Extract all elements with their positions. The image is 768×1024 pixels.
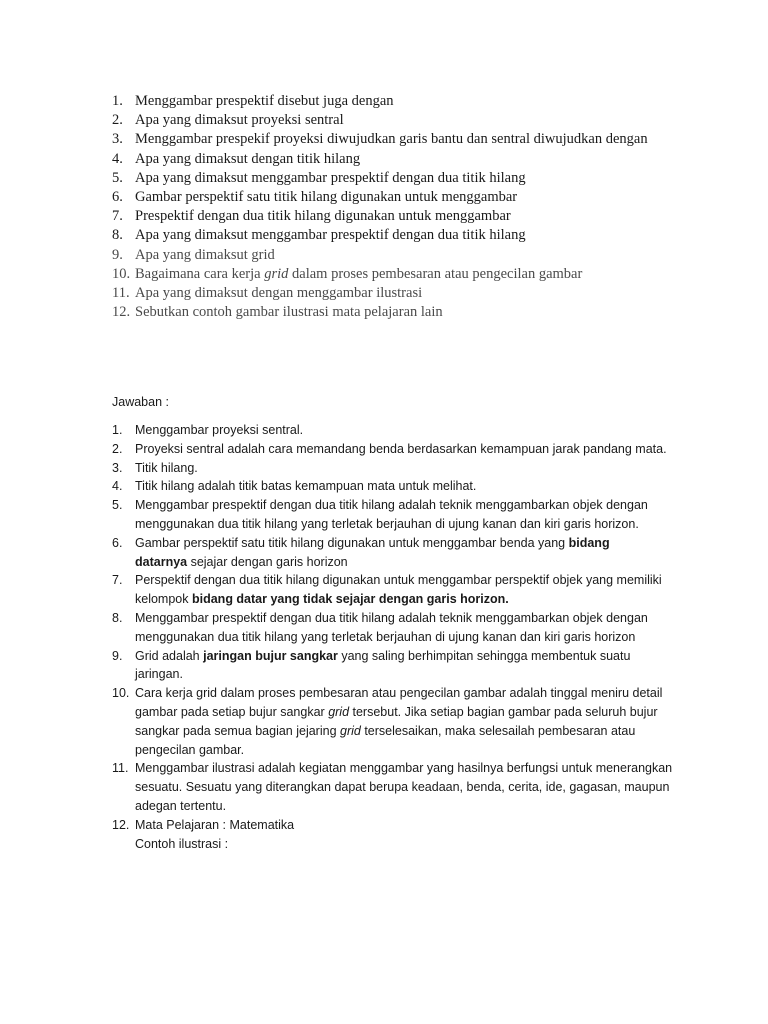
answer-text: Gambar perspektif satu titik hilang digunakan untuk menggambar benda yang xyxy=(135,535,569,550)
answer-text: Contoh ilustrasi : xyxy=(135,836,229,851)
answer-line xyxy=(135,628,682,647)
list-item xyxy=(112,150,712,169)
answer-text: Menggambar proyeksi sentral. xyxy=(135,423,304,437)
item-number: 2. xyxy=(112,441,123,456)
answer-line xyxy=(135,835,682,854)
list-item xyxy=(112,265,712,284)
answer-line xyxy=(135,440,682,459)
question-text: Menggambar prespektif disebut juga dengan xyxy=(135,93,394,109)
answer-line xyxy=(135,665,682,684)
list-item xyxy=(112,477,682,496)
list-item xyxy=(112,169,712,188)
answer-line xyxy=(135,590,682,609)
question-text: Apa yang dimaksut menggambar prespektif dengan dua titik hilang xyxy=(135,169,526,186)
answer-text: Menggambar prespektif dengan dua titik hilang adalah teknik menggambarkan objek dengan xyxy=(135,498,648,513)
answer-line xyxy=(135,534,682,553)
answer-text: tersebut. Jika setiap bagian gambar pada seluruh bujur xyxy=(349,704,658,719)
answers-heading: Jawaban : xyxy=(112,395,169,409)
answer-line xyxy=(135,553,682,572)
item-number: 6. xyxy=(112,188,123,205)
answer-text: Titik hilang. xyxy=(135,460,198,475)
answer-italic-text: grid xyxy=(328,704,350,719)
item-number: 12. xyxy=(112,304,131,321)
answer-line xyxy=(135,421,682,440)
list-item xyxy=(112,609,682,647)
item-number: 11. xyxy=(112,761,129,776)
item-number: 12. xyxy=(112,817,130,832)
answer-line xyxy=(135,647,682,666)
answer-line xyxy=(135,778,682,797)
answer-line xyxy=(135,477,682,496)
answer-text: sejajar dengan garis horizon xyxy=(187,554,348,569)
answer-italic-text: grid xyxy=(340,723,361,738)
answer-text: pengecilan gambar. xyxy=(135,742,245,757)
answer-text: menggunakan dua titik hilang yang terletak berjauhan di ujung kanan dan kiri garis horizon xyxy=(135,629,636,644)
question-list xyxy=(112,92,712,322)
answer-line xyxy=(135,759,682,778)
item-number: 4. xyxy=(112,479,123,494)
answer-bold-text: bidang xyxy=(568,535,610,550)
answer-line xyxy=(135,459,682,478)
question-text: Prespektif dengan dua titik hilang digunakan untuk menggambar xyxy=(135,208,511,225)
answer-list xyxy=(112,421,682,853)
list-item xyxy=(112,440,682,459)
list-item xyxy=(112,284,712,303)
item-number: 3. xyxy=(112,460,123,475)
item-number: 2. xyxy=(112,112,123,129)
answer-text: yang saling berhimpitan sehingga membentuk suatu xyxy=(337,648,631,663)
question-text: Apa yang dimaksut grid xyxy=(135,246,275,263)
answer-text: sangkar pada semua bagian jejaring xyxy=(135,723,340,738)
answer-line xyxy=(135,684,682,703)
question-text: Menggambar prespekif proyeksi diwujudkan garis bantu dan sentral diwujudkan dengan xyxy=(135,131,648,148)
item-number: 8. xyxy=(112,227,123,244)
answer-text: Perspektif dengan dua titik hilang digunakan untuk menggambar perspektif objek yang memiliki xyxy=(135,573,662,588)
item-number: 8. xyxy=(112,610,123,625)
question-text: Apa yang dimaksut menggambar prespektif dengan dua titik hilang xyxy=(135,227,526,244)
answer-text: kelompok xyxy=(135,592,192,607)
item-number: 4. xyxy=(112,150,123,167)
answer-text: Menggambar prespektif dengan dua titik hilang adalah teknik menggambarkan objek dengan xyxy=(135,610,648,625)
list-item xyxy=(112,246,712,265)
item-number: 1. xyxy=(112,423,123,437)
list-item xyxy=(112,226,712,245)
question-text: Apa yang dimaksut proyeksi sentral xyxy=(135,112,344,129)
question-text: dalam proses pembesaran atau pengecilan gambar xyxy=(288,265,583,282)
item-number: 1. xyxy=(112,93,123,109)
answer-line xyxy=(135,741,682,760)
answer-text: Mata Pelajaran : Matematika xyxy=(135,817,295,832)
list-item xyxy=(112,684,682,759)
answer-line xyxy=(135,515,682,534)
answer-line xyxy=(135,797,682,816)
item-number: 9. xyxy=(112,648,123,663)
answer-bold-text: datarnya xyxy=(135,554,188,569)
list-item xyxy=(112,571,682,609)
answer-text: sesuatu. Sesuatu yang diterangkan dapat berupa keadaan, benda, cerita, ide, gagasan, maupun xyxy=(135,780,670,795)
list-item xyxy=(112,207,712,226)
item-number: 5. xyxy=(112,498,123,513)
list-item xyxy=(112,534,682,572)
list-item xyxy=(112,496,682,534)
answer-text: Menggambar ilustrasi adalah kegiatan menggambar yang hasilnya berfungsi untuk menerangkan xyxy=(135,761,673,776)
answer-text: jaringan. xyxy=(135,667,183,682)
answer-line xyxy=(135,703,682,722)
answer-text: terselesaikan, maka selesailah pembesaran atau xyxy=(360,723,636,738)
list-item xyxy=(112,188,712,207)
list-item xyxy=(112,303,712,322)
question-text: Gambar perspektif satu titik hilang digunakan untuk menggambar xyxy=(135,188,518,205)
question-emphasis: grid xyxy=(264,265,289,282)
item-number: 7. xyxy=(112,573,123,588)
question-text: Bagaimana cara kerja xyxy=(135,265,265,282)
answer-line xyxy=(135,816,682,835)
answer-line xyxy=(135,722,682,741)
answer-line xyxy=(135,609,682,628)
answer-text: menggunakan dua titik hilang yang terletak berjauhan di ujung kanan dan kiri garis horizon. xyxy=(135,516,639,531)
list-item xyxy=(112,816,682,854)
item-number: 10. xyxy=(112,686,130,701)
item-number: 6. xyxy=(112,535,123,550)
item-number: 10. xyxy=(112,265,131,282)
list-item xyxy=(112,647,682,685)
question-text: Sebutkan contoh gambar ilustrasi mata pelajaran lain xyxy=(135,304,443,321)
item-number: 5. xyxy=(112,169,123,186)
list-item xyxy=(112,111,712,130)
item-number: 9. xyxy=(112,246,123,263)
answer-text: Grid adalah xyxy=(135,648,204,663)
item-number: 3. xyxy=(112,131,123,148)
answer-text: Titik hilang adalah titik batas kemampuan mata untuk melihat. xyxy=(135,479,477,494)
list-item xyxy=(112,421,682,440)
answer-line xyxy=(135,496,682,515)
list-item xyxy=(112,92,712,111)
list-item xyxy=(112,459,682,478)
list-item xyxy=(112,759,682,815)
list-item xyxy=(112,130,712,149)
answer-bold-text: jaringan bujur sangkar xyxy=(203,648,338,663)
answer-text: adegan tertentu. xyxy=(135,798,227,813)
question-text: Apa yang dimaksut dengan menggambar ilustrasi xyxy=(135,284,423,301)
answer-bold-text: bidang datar yang tidak sejajar dengan garis horizon. xyxy=(191,592,509,607)
item-number: 11. xyxy=(112,284,130,301)
answer-text: gambar pada setiap bujur sangkar xyxy=(135,704,329,719)
question-text: Apa yang dimaksut dengan titik hilang xyxy=(135,150,361,167)
item-number: 7. xyxy=(112,208,123,225)
answer-text: Cara kerja grid dalam proses pembesaran atau pengecilan gambar adalah tinggal meniru detail xyxy=(135,686,663,701)
answer-text: Proyeksi sentral adalah cara memandang benda berdasarkan kemampuan jarak pandang mata. xyxy=(135,441,667,456)
answer-line xyxy=(135,571,682,590)
